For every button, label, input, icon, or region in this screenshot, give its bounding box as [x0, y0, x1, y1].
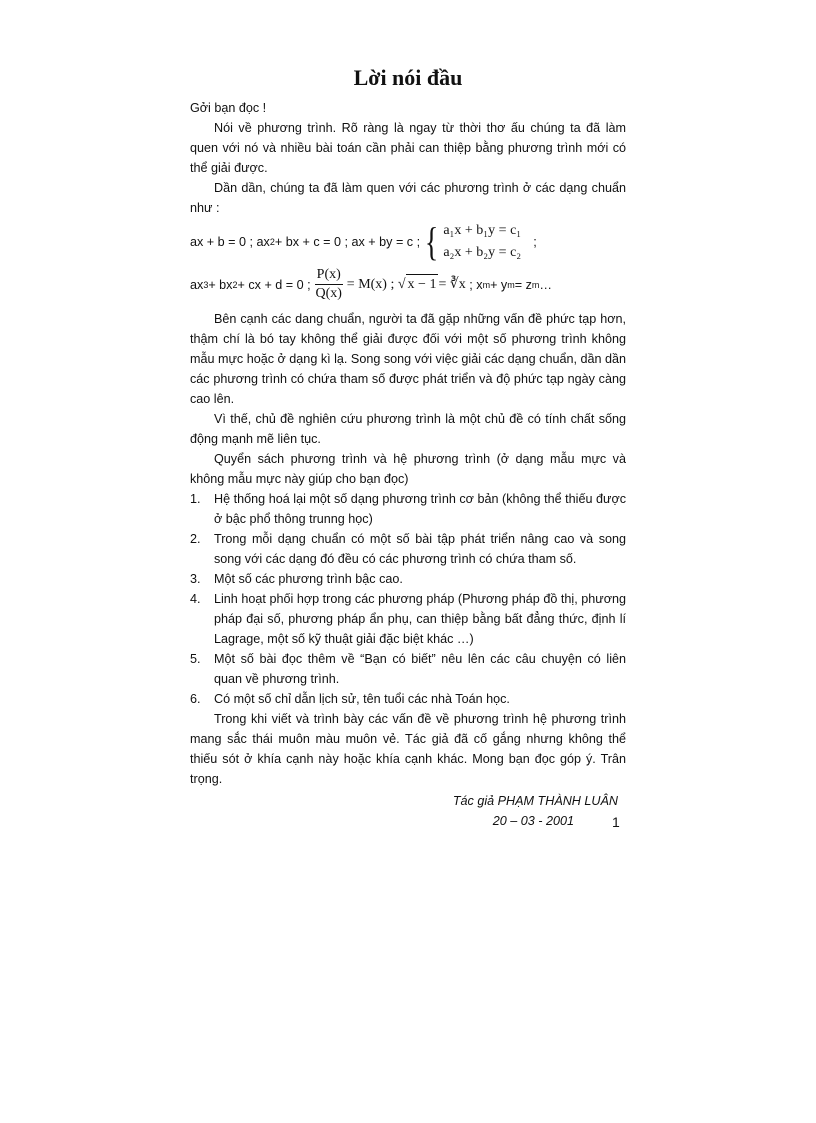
fraction-numerator: P(x)	[315, 266, 343, 285]
equation-linear: ax + b = 0 ;	[190, 235, 254, 249]
signature-date: 20 – 03 - 2001	[492, 814, 574, 828]
sqrt-body: x − 1	[406, 274, 439, 295]
equation-line-1: ax + b = 0 ; ax 2 + bx + c = 0 ; ax + by = c ; { a₁x + b₁y = c₁ a₂x + b₂y = c₂ ;	[190, 219, 537, 264]
list-item	[190, 589, 626, 649]
body-paragraph-3: Quyển sách phương trình và hệ phương trình (ở dạng mẫu mực và không mẫu mực này giúp cho bạn đọc)	[190, 452, 626, 486]
equation-cubic-a: ax	[190, 277, 204, 292]
author-signature: Tác giả PHẠM THÀNH LUÂN	[452, 794, 618, 808]
feature-list	[190, 489, 626, 709]
intro-paragraph-1: Nói về phương trình. Rõ ràng là ngay từ thời thơ ấu chúng ta đã làm quen với nó và nhiều bài toán cần phải can thiệp bằng phương trình mới có thể giải được.	[190, 121, 626, 175]
greeting: Gởi bạn đọc !	[190, 101, 267, 115]
list-item-number: 3.	[190, 572, 201, 586]
fraction-rhs: = M(x) ;	[346, 276, 395, 292]
power-a: ; x	[469, 277, 483, 292]
list-item	[190, 489, 626, 529]
equation-quadratic-a: ax	[256, 235, 270, 249]
body-paragraph-1: Bên cạnh các dang chuẩn, người ta đã gặp những vấn đề phức tạp hơn, thậm chí là bó tay không thể giải được đối với một số phương trình không mẫu mực hoặc ở dạng kì lạ. Song song với việc giải các dạng chuẩn, dần dần các phương trình có chứa tham số được phát triển và độ phức tạp ngày càng cao lên.	[190, 312, 626, 406]
list-item-text: Một số bài đọc thêm về “Bạn có biết” nêu lên các câu chuyện có liên quan về phương trình.	[214, 652, 626, 686]
fraction-denominator: Q(x)	[315, 286, 342, 301]
closing-paragraph: Trong khi viết và trình bày các vấn đề về phương trình hệ phương trình mang sắc thái muôn màu muôn vẻ. Tác giả đã cố gắng nhưng không thể thiếu sót ở khía cạnh này hoặc khía cạnh khác. Mong bạn đọc góp ý. Trân trọng.	[190, 712, 626, 786]
body-paragraph-2: Vì thế, chủ đề nghiên cứu phương trình là một chủ đề có tính chất sống động mạnh mẽ liên tục.	[190, 412, 626, 446]
list-item-text: Một số các phương trình bậc cao.	[214, 572, 403, 586]
equation-system	[443, 220, 521, 264]
power-c: = z	[514, 277, 532, 292]
list-item-number: 4.	[190, 592, 201, 606]
equation-line-2: ax 3 + bx 2 + cx + d = 0 ; $\frac{P(x)}{Q(x)}$ = M(x) ; √ x − 1 = ∛x ; x m + y m = z m …	[190, 267, 552, 301]
system-row-2: a₂x + b₂y = c₂	[443, 245, 522, 260]
equation-cubic-b: + bx	[208, 277, 233, 292]
fraction	[315, 266, 343, 303]
document-page	[190, 60, 626, 831]
power-b: + y	[490, 277, 508, 292]
list-item-text: Hệ thống hoá lại một số dạng phương trình cơ bản (không thể thiếu được ở bậc phổ thông trunng học)	[214, 492, 626, 526]
list-item-text: Trong mỗi dạng chuẩn có một số bài tập phát triển nâng cao và song song với các dạng đó đều có các phương trình có chứa tham số.	[214, 532, 626, 566]
system-end: ;	[533, 235, 537, 249]
list-item	[190, 569, 626, 589]
list-item	[190, 649, 626, 689]
list-item-text: Có một số chỉ dẫn lịch sử, tên tuổi các nhà Toán học.	[214, 692, 510, 706]
system-brace-icon: {	[424, 219, 439, 264]
equation-cubic-c: + cx + d = 0 ;	[237, 277, 311, 292]
page-title: Lời nói đầu	[353, 65, 463, 90]
system-row-1: a₁x + b₁y = c₁	[443, 223, 522, 238]
list-item-number: 2.	[190, 532, 201, 546]
list-item	[190, 689, 626, 709]
list-item-number: 1.	[190, 492, 201, 506]
equation-quadratic-b: + bx + c = 0 ; ax + by = c ;	[274, 235, 421, 249]
list-item-number: 5.	[190, 652, 201, 666]
power-end: …	[539, 277, 552, 292]
intro-paragraph-2: Dần dần, chúng ta đã làm quen với các phương trình ở các dạng chuẩn như :	[190, 181, 626, 215]
sqrt-symbol-icon: √	[397, 276, 406, 292]
cbrt-rhs: = ∛x	[438, 276, 466, 292]
page-number: 1	[612, 814, 620, 830]
list-item-text: Linh hoạt phối hợp trong các phương pháp (Phương pháp đồ thị, phương pháp đại số, phương pháp ẩn phụ, can thiệp bằng bất đẳng thức, định lí Lagrage, một số kỹ thuật giải đặc biệt khác …)	[214, 592, 626, 646]
list-item	[190, 529, 626, 569]
list-item-number: 6.	[190, 692, 201, 706]
